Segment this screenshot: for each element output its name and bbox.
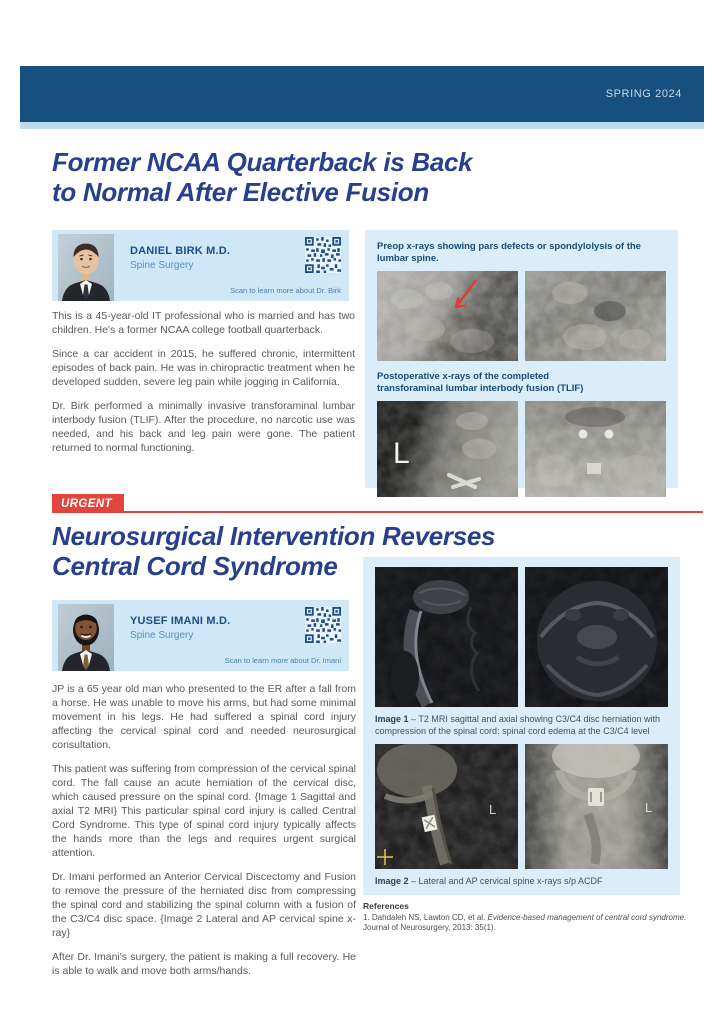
doctor-birk-portrait-icon: [58, 234, 114, 301]
qr-scan-caption: Scan to learn more about Dr. Birk: [230, 286, 341, 295]
image2-caption: Image 2 – Lateral and AP cervical spine x-rays s/p ACDF: [375, 876, 603, 886]
mri-axial-image: [525, 567, 668, 707]
preop-lateral-lumbar-xray-image: [377, 271, 518, 361]
qr-code-icon: [305, 237, 341, 273]
article1-paragraph: Dr. Birk performed a minimally invasive transforaminal lumbar interbody fusion (TLIF). After the procedure, no narcotic use was needed, and his back and leg pain were gone. The patient returned to normal functioning.: [52, 400, 355, 454]
doctor-photo-birk: [58, 234, 114, 301]
masthead-bar: [20, 66, 704, 122]
article1-title-line1: Former NCAA Quarterback is Back: [52, 147, 473, 177]
reference-item: 1. Dahdaleh NS, Lawton CD, et al. Evidence-based management of central cord syndrome. Journal of Neurosurgery, 2013: 35(1).: [363, 913, 687, 932]
article2-image-panel: [363, 557, 680, 895]
urgent-divider-line: [52, 511, 703, 513]
article2-title-line2: Central Cord Syndrome: [52, 551, 338, 581]
doctor-photo-imani: [58, 604, 114, 671]
article2-paragraph: JP is a 65 year old man who presented to the ER after a fall from a horse. He was unable to move his arms, but had some minimal movement in his legs. He had suffered a spinal cord injury affecting the cervical spinal cord and needed neurosurgical consultation.: [52, 683, 356, 751]
doctor-specialty: Spine Surgery: [130, 260, 194, 271]
issue-label: SPRING 2024: [605, 88, 682, 100]
xray-side-marker: L: [645, 800, 653, 815]
qr-scan-caption: Scan to learn more about Dr. Imani: [224, 656, 341, 665]
postop-lateral-cervical-xray-image: [375, 744, 518, 869]
article1-paragraph: Since a car accident in 2015, he suffered chronic, intermittent episodes of back pain. He was in chiropractic treatment when he developed sudden, severe leg pain while jogging in California.: [52, 348, 355, 388]
references-heading: References: [363, 901, 409, 911]
article1-title-line2: to Normal After Elective Fusion: [52, 177, 429, 207]
article2-paragraph: Dr. Imani performed an Anterior Cervical Discectomy and Fusion to remove the pressure of the herniated disc from compressing the spinal cord and stabilizing the spinal column with a fusion of the C3/C4 disc space. {Image 2 Lateral and AP cervical spine x-ray}: [52, 871, 356, 939]
masthead-accent-strip: [20, 122, 704, 129]
doctor-name: YUSEF IMANI M.D.: [130, 615, 231, 627]
xray-side-marker: L: [489, 802, 497, 817]
postop-lateral-tlif-xray-image: [377, 401, 518, 497]
article1-title: [52, 147, 652, 207]
article2-paragraph: This patient was suffering from compression of the cervical spinal cord. The fall cause an acute herniation of the cervical disc, which caused pressure on the spinal cord. {Image 1 Sagittal and axial T2 MRI} This particular spinal cord injury is called Central Cord Syndrome. This type of spinal cord injury typically affects the hands more than the legs and requires urgent surgical attention.: [52, 763, 356, 859]
article1-paragraph: This is a 45-year-old IT professional who is married and has two children. He's a former NCAA college football quarterback.: [52, 310, 355, 336]
article1-body: [52, 309, 355, 465]
mri-sagittal-image: [375, 567, 518, 707]
postop-xray-caption: Postoperative x-rays of the completed transforaminal lumbar interbody fusion (TLIF): [377, 371, 584, 394]
article2-body: [52, 682, 356, 988]
preop-oblique-lumbar-xray-image: [525, 271, 666, 361]
article2-title-line1: Neurosurgical Intervention Reverses: [52, 521, 496, 551]
postop-ap-tlif-xray-image: [525, 401, 666, 497]
doctor-specialty: Spine Surgery: [130, 630, 194, 641]
article2-paragraph: After Dr. Imani's surgery, the patient is making a full recovery. He is able to walk and move both arms/hands.: [52, 951, 356, 977]
urgent-badge: URGENT: [52, 494, 124, 513]
preop-xray-caption: Preop x-rays showing pars defects or spondylolysis of the lumbar spine.: [377, 241, 641, 264]
doctor-name: DANIEL BIRK M.D.: [130, 245, 231, 257]
qr-code-icon: [305, 607, 341, 643]
doctor-card-birk: [52, 230, 349, 301]
doctor-imani-portrait-icon: [58, 604, 114, 671]
references-section: [363, 901, 704, 933]
xray-side-marker: L: [393, 437, 410, 470]
image1-caption: Image 1 – T2 MRI sagittal and axial showing C3/C4 disc herniation with compression of the spinal cord: spinal cord edema at the C3/C4 level: [375, 714, 660, 736]
article1-image-panel: [365, 230, 678, 488]
postop-ap-cervical-xray-image: [525, 744, 668, 869]
doctor-card-imani: [52, 600, 349, 671]
